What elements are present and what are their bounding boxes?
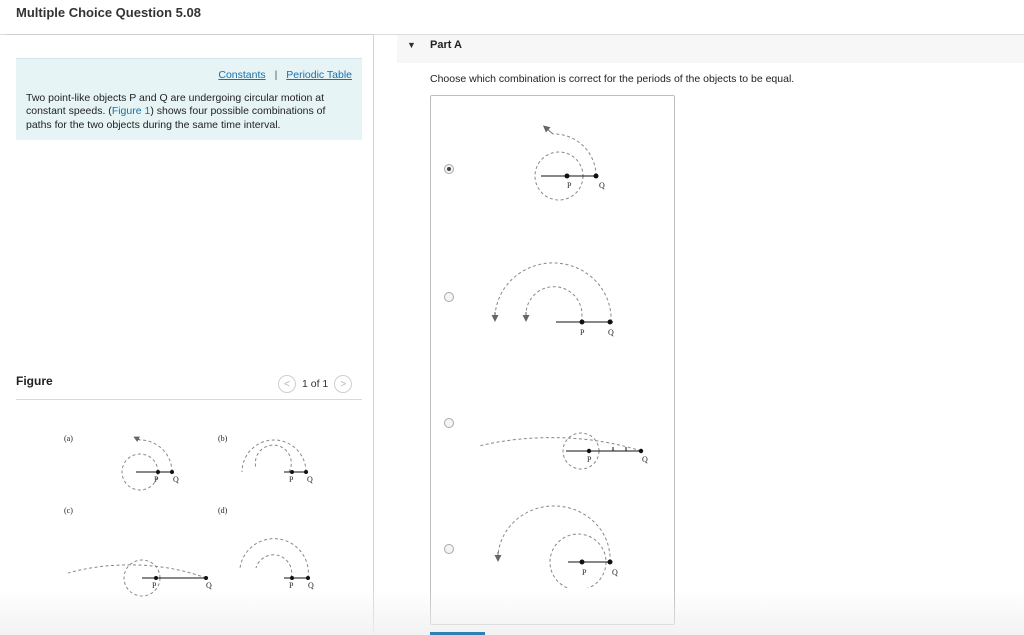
choice-b-radio[interactable] (444, 292, 454, 302)
q-path-a (140, 440, 172, 472)
prev-figure-button[interactable]: < (278, 375, 296, 393)
figure-link[interactable]: Figure 1 (111, 105, 151, 117)
choice-a-q-arrow (546, 128, 553, 134)
p-path-d (256, 555, 292, 578)
choice-a-label-q: Q (599, 181, 605, 190)
choice-b-point-q (608, 320, 613, 325)
point-q-d (306, 576, 310, 580)
point-p-b (290, 470, 294, 474)
choice-c-diagram (471, 366, 661, 471)
periodic-table-link[interactable]: Periodic Table (286, 69, 352, 81)
label-q-b: Q (307, 475, 313, 484)
figure-pager (278, 375, 352, 393)
figure-rule (16, 399, 362, 400)
q-path-d (240, 539, 308, 578)
figure-panel-c (64, 506, 212, 596)
choice-d-point-p (580, 560, 585, 565)
label-p-a: P (154, 475, 159, 484)
label-q-a: Q (173, 475, 179, 484)
part-a-title[interactable]: Part A (430, 39, 462, 51)
figure-heading: Figure (16, 374, 53, 388)
point-p-d (290, 576, 294, 580)
figure-panel-d (218, 506, 314, 590)
choice-d-radio[interactable] (444, 544, 454, 554)
choice-d-p-path (550, 534, 606, 588)
q-path-c (68, 565, 206, 578)
label-p-d: P (289, 581, 294, 590)
panel-label-c: (c) (64, 506, 73, 515)
pane-divider[interactable] (373, 34, 374, 635)
label-p-b: P (289, 475, 294, 484)
choice-d-label-q: Q (612, 568, 618, 577)
problem-description (26, 92, 352, 133)
choice-b-q-path (495, 263, 611, 322)
choice-d-diagram (486, 498, 626, 588)
choice-d-point-q (608, 560, 613, 565)
resource-links (26, 69, 352, 83)
problem-info-box (16, 58, 362, 140)
point-p-a (156, 470, 160, 474)
choice-a-diagram (501, 114, 621, 204)
panel-label-a: (a) (64, 434, 73, 443)
p-path-b (255, 445, 291, 472)
description-text-2: ) shows four possible combinations of paths for the two objects during the same time interval. (26, 105, 326, 131)
point-q-c (204, 576, 208, 580)
label-q-c: Q (206, 581, 212, 590)
part-a-toggle-icon[interactable]: ▼ (407, 40, 416, 50)
choice-c-label-p: P (587, 455, 592, 464)
constants-link[interactable]: Constants (218, 69, 266, 81)
panel-label-b: (b) (218, 434, 228, 443)
left-top-rule (6, 34, 374, 35)
choice-c-q-path (479, 438, 641, 451)
point-q-b (304, 470, 308, 474)
choice-b-diagram (486, 256, 626, 341)
choice-a-point-p (565, 174, 570, 179)
q-arrow-a (136, 438, 140, 440)
choice-a-label-p: P (567, 181, 572, 190)
description-text-1: Two point-like objects P and Q are undergoing circular motion at constant speeds. ( (26, 91, 325, 117)
choice-a-radio[interactable] (444, 164, 454, 174)
page-title: Multiple Choice Question 5.08 (16, 5, 201, 20)
point-p-c (154, 576, 158, 580)
pager-count: 1 of 1 (302, 378, 329, 390)
choice-b-label-q: Q (608, 328, 614, 337)
label-q-d: Q (308, 581, 314, 590)
choice-c-point-q (639, 449, 643, 453)
choice-b-point-p (580, 320, 585, 325)
choice-b-p-path (526, 287, 582, 322)
link-separator: | (274, 69, 278, 81)
choice-a-q-path (553, 134, 596, 176)
panel-label-d: (d) (218, 506, 228, 515)
next-figure-button[interactable]: > (334, 375, 352, 393)
choice-c-label-q: Q (642, 455, 648, 464)
choice-d-label-p: P (582, 568, 587, 577)
choice-d-q-path (498, 506, 610, 562)
choice-a-point-q (594, 174, 599, 179)
answer-choices (430, 95, 675, 625)
figure-panel-b (218, 434, 313, 484)
figure-diagram (56, 428, 326, 598)
choice-c-point-p (587, 449, 591, 453)
q-path-b (242, 440, 306, 472)
figure-panel-a (64, 434, 179, 490)
label-p-c: P (152, 581, 157, 590)
question-text: Choose which combination is correct for the periods of the objects to be equal. (430, 73, 795, 85)
part-a-header[interactable] (397, 35, 1024, 63)
point-q-a (170, 470, 174, 474)
choice-b-label-p: P (580, 328, 585, 337)
choice-c-radio[interactable] (444, 418, 454, 428)
